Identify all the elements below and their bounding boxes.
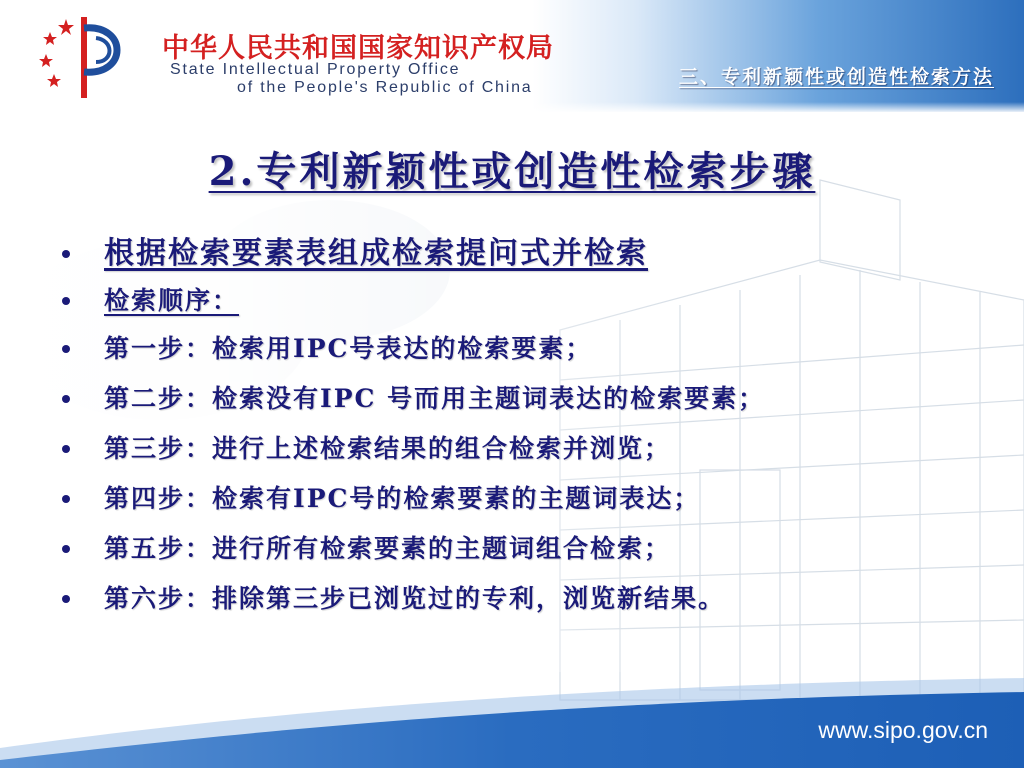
- bullet-dot: [62, 345, 70, 353]
- bullet-list: [62, 232, 962, 630]
- slide-title: 2.专利新颖性或创造性检索步骤: [208, 148, 816, 195]
- bullet-dot: [62, 445, 70, 453]
- website-link[interactable]: www.sipo.gov.cn: [818, 717, 988, 743]
- bullet-item: [62, 232, 962, 276]
- bullet-text: 第五步：进行所有检索要素的主题词组合检索；: [104, 534, 672, 563]
- org-name-en-line1: State Intellectual Property Office: [170, 61, 461, 78]
- bullet-dot: [62, 250, 70, 258]
- bullet-item: [62, 330, 962, 368]
- bullet-text: 检索顺序：: [104, 286, 240, 315]
- bullet-dot: [62, 395, 70, 403]
- bullet-text: 根据检索要素表组成检索提问式并检索: [104, 236, 648, 271]
- bullet-item: [62, 530, 962, 568]
- bullet-text: 第六步：排除第三步已浏览过的专利，浏览新结果。: [104, 584, 726, 613]
- bullet-dot: [62, 595, 70, 603]
- bullet-item: [62, 580, 962, 618]
- bullet-text: 第三步：进行上述检索结果的组合检索并浏览；: [104, 434, 672, 463]
- bullet-text: 第四步：检索有IPC号的检索要素的主题词表达；: [104, 484, 701, 513]
- org-name-en-line2: of the People's Republic of China: [237, 79, 533, 96]
- org-name-cn: 中华人民共和国国家知识产权局: [162, 33, 554, 64]
- bullet-item: [62, 480, 962, 518]
- sipo-logo-icon: [36, 14, 136, 100]
- bullet-dot: [62, 495, 70, 503]
- bullet-item: [62, 380, 962, 418]
- bullet-item: [62, 430, 962, 468]
- bullet-text: 第二步：检索没有IPC 号而用主题词表达的检索要素；: [104, 384, 766, 413]
- section-title: 三、专利新颖性或创造性检索方法: [678, 66, 994, 88]
- bullet-item: [62, 282, 962, 320]
- bullet-dot: [62, 297, 70, 305]
- bullet-text: 第一步：检索用IPC号表达的检索要素；: [104, 334, 593, 363]
- bullet-dot: [62, 545, 70, 553]
